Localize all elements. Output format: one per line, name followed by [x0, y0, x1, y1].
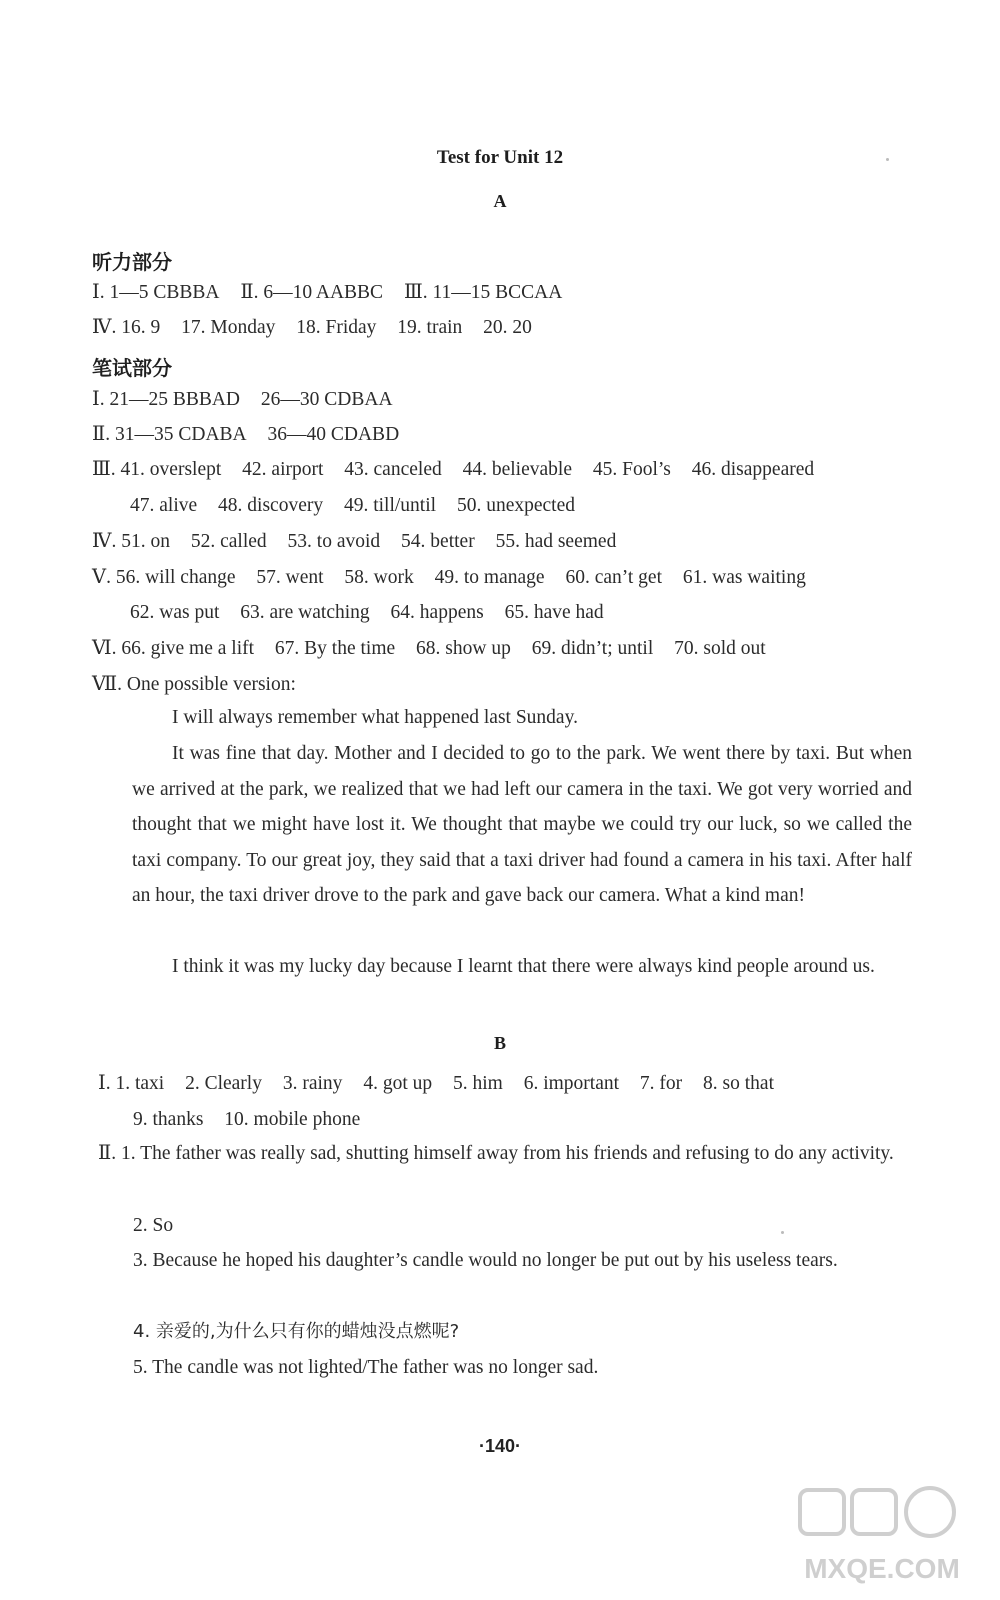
b-answer: 8. so that	[703, 1073, 774, 1094]
listening-line-2	[92, 316, 548, 340]
written-answer: 63. are watching	[240, 602, 370, 623]
written-answer: 44. believable	[462, 459, 572, 480]
b-answer: 5. him	[452, 1073, 503, 1094]
b-answer: 2. Clearly	[185, 1073, 262, 1094]
b-i-a	[98, 1072, 790, 1096]
watermark-text: MXQE.COM	[804, 1553, 960, 1584]
written-v-b	[130, 601, 620, 625]
listening-answer: 20. 20	[483, 317, 532, 338]
written-answer: 53. to avoid	[287, 531, 381, 552]
written-answer: Ⅰ. 21—25 BBBAD	[92, 389, 241, 410]
section-a-heading: A	[493, 191, 507, 211]
essay-paragraph-2: It was fine that day. Mother and I decided to go to the park. We went there by taxi. But when we arrived at the park, we realized that we had left our camera in the taxi. We got very worried and thought that we might have lost it. We thought that maybe we could try our luck, so we called the taxi company. To our great joy, they said that a taxi driver had found a camera in his taxi. After half an hour, the taxi driver drove to the park and gave back our camera. What a kind man!	[132, 743, 912, 906]
b-answer: 6. important	[523, 1073, 620, 1094]
written-answer: 57. went	[256, 567, 324, 588]
watermark-shape	[852, 1490, 896, 1534]
written-answer: 45. Fool’s	[592, 459, 671, 480]
written-vi	[92, 637, 782, 661]
listening-line-1	[92, 281, 578, 305]
watermark-shape	[906, 1488, 954, 1536]
listening-answer: Ⅱ. 6—10 AABBC	[240, 282, 384, 303]
section-b-heading: B	[493, 1033, 506, 1053]
listening-answer: 19. train	[397, 317, 463, 338]
written-answer: 65. have had	[504, 602, 604, 623]
speck	[781, 1231, 784, 1234]
written-iii-b	[130, 494, 591, 518]
listening-answer: 17. Monday	[181, 317, 276, 338]
written-answer: 47. alive	[130, 495, 198, 516]
b-answer: Ⅰ. 1. taxi	[98, 1073, 165, 1094]
b-answer: 4. got up	[363, 1073, 433, 1094]
written-answer: 62. was put	[130, 602, 220, 623]
written-answer: 54. better	[401, 531, 475, 552]
b-ii-answer-3: 3. Because he hoped his daughter’s candle would no longer be put out by his useless tears.	[133, 1250, 838, 1271]
written-answer: 26—30 CDBAA	[260, 389, 393, 410]
essay-paragraph-3: I think it was my lucky day because I learnt that there were always kind people around us.	[172, 956, 875, 977]
written-answer: 55. had seemed	[495, 531, 617, 552]
written-answer: Ⅴ. 56. will change	[92, 567, 236, 588]
written-iii-a	[92, 458, 830, 482]
written-answer: Ⅱ. 31—35 CDABA	[92, 424, 247, 445]
listening-answer: 18. Friday	[296, 317, 377, 338]
written-answer: Ⅵ. 66. give me a lift	[92, 638, 255, 659]
written-answer: 61. was waiting	[682, 567, 806, 588]
listening-answer: Ⅳ. 16. 9	[92, 317, 161, 338]
page-title: Test for Unit 12	[436, 147, 564, 168]
listening-heading: 听力部分	[92, 250, 172, 274]
watermark-logo	[792, 1480, 972, 1590]
written-answer: Ⅳ. 51. on	[92, 531, 170, 552]
b-i-b	[133, 1108, 376, 1132]
essay-paragraph-1: I will always remember what happened last Sunday.	[172, 707, 578, 728]
written-answer: 49. to manage	[434, 567, 545, 588]
b-answer: 10. mobile phone	[224, 1109, 361, 1130]
written-answer: 68. show up	[416, 638, 511, 659]
written-answer: 48. discovery	[218, 495, 324, 516]
written-ii	[92, 423, 415, 447]
b-ii-answer-5: 5. The candle was not lighted/The father was no longer sad.	[133, 1357, 599, 1378]
written-answer: 67. By the time	[274, 638, 396, 659]
b-answer: 7. for	[639, 1073, 683, 1094]
written-answer: 60. can’t get	[565, 567, 663, 588]
written-iv	[92, 530, 632, 554]
written-answer: 49. till/until	[343, 495, 437, 516]
b-answer: 3. rainy	[282, 1073, 343, 1094]
page-number: ·140·	[478, 1436, 522, 1456]
watermark-graphic	[792, 1480, 972, 1590]
written-answer: 69. didn’t; until	[531, 638, 654, 659]
b-answer: 9. thanks	[133, 1109, 204, 1130]
b-ii-answer-1: Ⅱ. 1. The father was really sad, shutting himself away from his friends and refusing to do any activity.	[98, 1143, 894, 1164]
written-answer: 52. called	[190, 531, 267, 552]
written-heading: 笔试部分	[92, 356, 172, 380]
written-answer: 58. work	[344, 567, 414, 588]
written-answer: 46. disappeared	[691, 459, 815, 480]
watermark-shape	[800, 1490, 844, 1534]
b-ii-answer-4: 4. 亲爱的,为什么只有你的蜡烛没点燃呢?	[133, 1321, 460, 1342]
written-v-a	[92, 566, 822, 590]
written-vii-label: Ⅶ. One possible version:	[92, 674, 296, 695]
listening-answer: Ⅲ. 11—15 BCCAA	[403, 282, 563, 303]
written-answer: 42. airport	[242, 459, 324, 480]
written-answer: 64. happens	[390, 602, 484, 623]
written-answer: Ⅲ. 41. overslept	[92, 459, 222, 480]
listening-answer: Ⅰ. 1—5 CBBBA	[92, 282, 220, 303]
written-i	[92, 388, 409, 412]
written-answer: 43. canceled	[344, 459, 442, 480]
written-answer: 70. sold out	[674, 638, 766, 659]
speck	[886, 158, 889, 161]
written-answer: 36—40 CDABD	[267, 424, 400, 445]
b-ii-answer-2: 2. So	[133, 1215, 174, 1236]
written-answer: 50. unexpected	[456, 495, 575, 516]
